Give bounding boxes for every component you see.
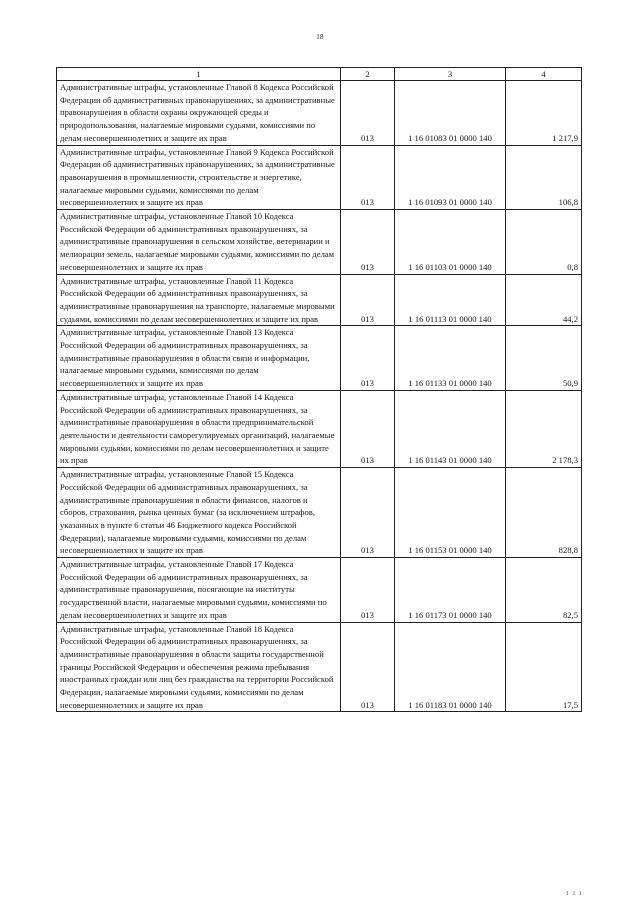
row-amount: 50,9 [506,326,582,391]
table-row [57,622,582,712]
column-header-kbk: 3 [395,68,506,81]
table-row [57,210,582,275]
row-admin-code: 013 [341,622,395,712]
column-header-description: 1 [57,68,341,81]
table-row [57,145,582,210]
row-amount: 106,8 [506,145,582,210]
row-kbk: 1 16 01103 01 0000 140 [395,210,506,275]
row-description: Административные штрафы, установленные Главой 13 Кодекса Российской Федерации об административных правонарушениях, за административные правонарушения в области связи и информации, налагаемые мировыми судьями, комиссиями по делам несовершеннолетних и защите их прав [57,326,341,391]
row-amount: 82,5 [506,558,582,623]
row-amount: 17,5 [506,622,582,712]
corner-mark: 1 1 1 [566,891,583,897]
row-kbk: 1 16 01083 01 0000 140 [395,81,506,146]
row-kbk: 1 16 01153 01 0000 140 [395,468,506,558]
row-admin-code: 013 [341,274,395,326]
row-amount: 828,8 [506,468,582,558]
page-number: 18 [316,33,324,41]
row-amount: 44,2 [506,274,582,326]
row-description: Административные штрафы, установленные Главой 18 Кодекса Российской Федерации об административных правонарушениях, за административные правонарушения в области защиты государственной границы Российской Федерации и обеспечения режима пребывания иностранных граждан или лиц без гражданства на территории Российской Федерации, налагаемые мировыми судьями, комиссиями по делам несовершеннолетних и защите их прав [57,622,341,712]
row-description: Административные штрафы, установленные Главой 11 Кодекса Российской Федерации об административных правонарушениях, за административные правонарушения на транспорте, налагаемые мировыми судьями, комиссиями по делам несовершеннолетних и защите их прав [57,274,341,326]
table-row [57,558,582,623]
row-kbk: 1 16 01143 01 0000 140 [395,390,506,467]
table-row [57,390,582,467]
row-amount: 0,8 [506,210,582,275]
table-header-row [57,68,582,81]
row-kbk: 1 16 01183 01 0000 140 [395,622,506,712]
row-description: Административные штрафы, установленные Главой 15 Кодекса Российской Федерации об административных правонарушениях, за административные правонарушения в области финансов, налогов и сборов, страхования, рынка ценных бумаг (за исключением штрафов, указанных в пункте 6 статьи 46 Бюджетного кодекса Российской Федерации), налагаемые мировыми судьями, комиссиями по делам несовершеннолетних и защите их прав [57,468,341,558]
row-admin-code: 013 [341,468,395,558]
table-row [57,274,582,326]
row-description: Административные штрафы, установленные Главой 9 Кодекса Российской Федерации об административных правонарушениях, за административные правонарушения в промышленности, строительстве и энергетике, налагаемые мировыми судьями, комиссиями по делам несовершеннолетних и защите их прав [57,145,341,210]
row-kbk: 1 16 01173 01 0000 140 [395,558,506,623]
budget-revenue-table [56,67,582,712]
row-kbk: 1 16 01133 01 0000 140 [395,326,506,391]
row-admin-code: 013 [341,390,395,467]
column-header-amount: 4 [506,68,582,81]
row-description: Административные штрафы, установленные Главой 17 Кодекса Российской Федерации об административных правонарушениях, за административные правонарушения, посягающие на институты государственной власти, налагаемые мировыми судьями, комиссиями по делам несовершеннолетних и защите их прав [57,558,341,623]
row-admin-code: 013 [341,210,395,275]
row-kbk: 1 16 01093 01 0000 140 [395,145,506,210]
row-amount: 1 217,9 [506,81,582,146]
row-admin-code: 013 [341,145,395,210]
table-row [57,326,582,391]
row-admin-code: 013 [341,558,395,623]
table-row [57,468,582,558]
row-kbk: 1 16 01113 01 0000 140 [395,274,506,326]
row-amount: 2 178,3 [506,390,582,467]
column-header-admin-code: 2 [341,68,395,81]
row-admin-code: 013 [341,326,395,391]
row-admin-code: 013 [341,81,395,146]
row-description: Административные штрафы, установленные Главой 8 Кодекса Российской Федерации об административных правонарушениях, за административные правонарушения в области охраны окружающей среды и природопользования, налагаемые мировыми судьями, комиссиями по делам несовершеннолетних и защите их прав [57,81,341,146]
table-row [57,81,582,146]
row-description: Административные штрафы, установленные Главой 14 Кодекса Российской Федерации об административных правонарушениях, за административные правонарушения в области предпринимательской деятельности и деятельности саморегулируемых организаций, налагаемые мировыми судьями, комиссиями по делам несовершеннолетних и защите их прав [57,390,341,467]
row-description: Административные штрафы, установленные Главой 10 Кодекса Российской Федерации об административных правонарушениях, за административные правонарушения в сельском хозяйстве, ветеринарии и мелиорации земель, налагаемые мировыми судьями, комиссиями по делам несовершеннолетних и защите их прав [57,210,341,275]
